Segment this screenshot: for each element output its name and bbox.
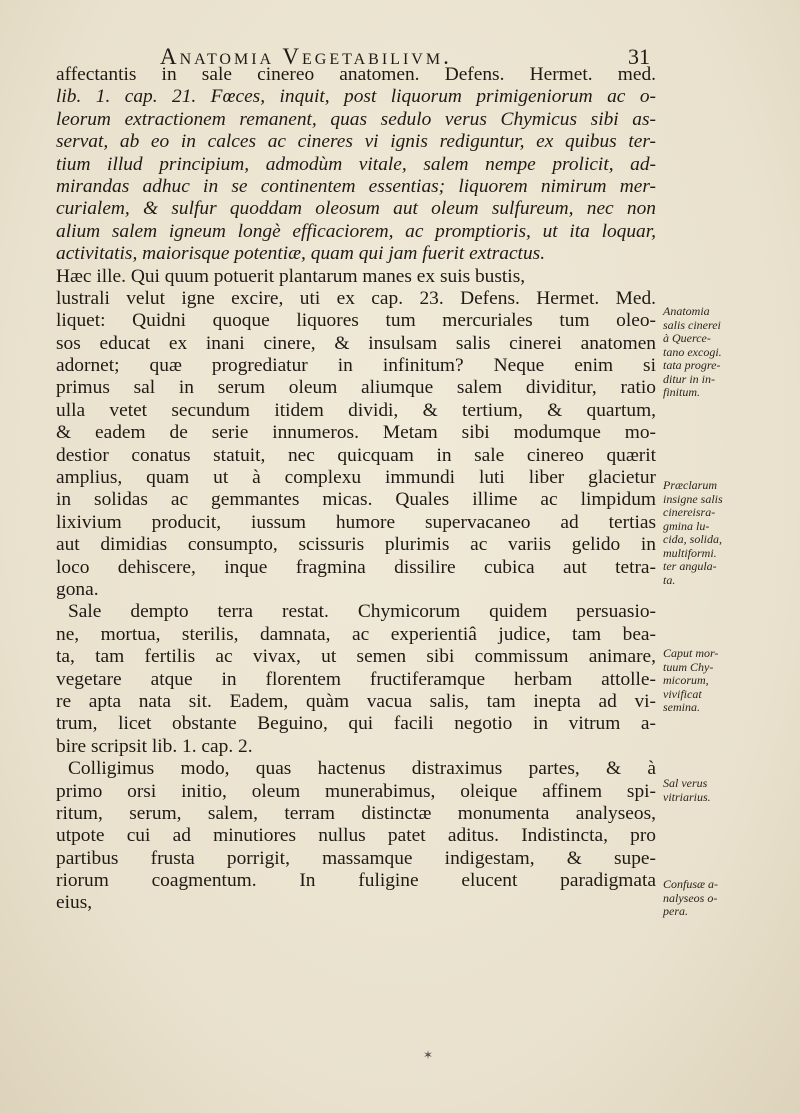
text-line: lib. 1. cap. 21. Fœces, inquit, post liquorum primigeniorum ac o- bbox=[56, 86, 656, 108]
text-line: ta, tam fertilis ac vivax, ut semen sibi commissum animare, bbox=[56, 646, 656, 668]
margin-note-line: multiformi. bbox=[663, 545, 717, 560]
margin-note-line: Sal verus bbox=[663, 776, 708, 790]
text-line: vegetare atque in florentem fructiferamque herbam attolle- bbox=[56, 668, 656, 690]
text-line: lixivium producit, iussum humore supervacaneo ad tertias bbox=[56, 511, 656, 533]
margin-note-line: Caput mor- bbox=[663, 646, 719, 660]
margin-note-line: tano excogi. bbox=[663, 344, 722, 359]
text-line: riorum coagmentum. In fuligine elucent paradigmata bbox=[56, 870, 656, 892]
text-line: ne, mortua, sterilis, damnata, ac experientiâ judice, tam bea- bbox=[56, 623, 656, 645]
margin-note-line: à Querce- bbox=[663, 331, 711, 345]
header-title: Anatomia Vegetabilivm. bbox=[160, 44, 452, 69]
text-line: Hæc ille. Qui quum potuerit plantarum manes ex suis bustis, bbox=[56, 265, 526, 287]
margin-note-line: micorum, bbox=[663, 673, 709, 687]
main-text bbox=[56, 64, 656, 915]
margin-note-line: ta. bbox=[663, 572, 676, 587]
text-line: ritum, serum, salem, terram distinctæ monumenta analyseos, bbox=[56, 802, 656, 824]
margin-note bbox=[663, 479, 743, 587]
text-line: in solidas ac gemmantes micas. Quales illime ac limpidum bbox=[56, 489, 656, 511]
text-line: amplius, quam ut à complexu immundi luti liber glacietur bbox=[56, 467, 656, 489]
text-line: eius, bbox=[56, 892, 93, 914]
margin-note-line: cida, solida, bbox=[663, 532, 722, 546]
text-line: primo orsi initio, oleum munerabimus, oleique affinem spi- bbox=[56, 780, 656, 802]
text-line: loco dehiscere, inque fragmina dissilire cubica aut tetra- bbox=[56, 556, 656, 578]
margin-note-line: tata progre- bbox=[663, 358, 721, 372]
text-line: leorum extractionem remanent, quas sedulo verus Chymicus sibi as- bbox=[56, 108, 656, 130]
margin-note-line: pera. bbox=[663, 904, 688, 918]
margin-note-line: vivificat bbox=[663, 686, 702, 701]
margin-note-line: cinereisra- bbox=[663, 505, 716, 519]
margin-note-line: ditur in in- bbox=[663, 371, 716, 386]
margin-note bbox=[663, 647, 743, 715]
margin-note bbox=[663, 305, 743, 400]
text-line: alium salem igneum longè efficaciorem, ac promptioris, ut ita loquar, bbox=[56, 220, 656, 242]
margin-note-line: salis cinerei bbox=[663, 317, 721, 332]
margin-note-line: Præclarum bbox=[663, 478, 717, 492]
text-line: bire scripsit lib. 1. cap. 2. bbox=[56, 735, 253, 757]
text-line: gona. bbox=[56, 578, 99, 600]
margin-note bbox=[663, 878, 743, 919]
text-line: utpote cui ad minutiores nullus patet aditus. Indistincta, pro bbox=[56, 825, 656, 847]
margin-note-line: tuum Chy- bbox=[663, 659, 714, 674]
margin-note-line: gmina lu- bbox=[663, 518, 710, 533]
text-line: sos educat ex inani cinere, & insulsam salis cinerei anatomen bbox=[56, 332, 656, 354]
text-line: affectantis in sale cinereo anatomen. Defens. Hermet. med. bbox=[56, 64, 656, 85]
text-line: tium illud principium, admodùm vitale, salem nempe prolicit, ad- bbox=[56, 153, 656, 175]
text-line: primus sal in serum oleum aliumque salem dividitur, ratio bbox=[56, 377, 656, 399]
margin-note-line: finitum. bbox=[663, 385, 701, 399]
margin-note-line: ter angula- bbox=[663, 559, 717, 573]
text-line: & eadem de serie innumeros. Metam sibi modumque mo- bbox=[56, 422, 656, 444]
margin-note bbox=[663, 777, 743, 804]
margin-note-line: nalyseos o- bbox=[663, 890, 718, 905]
text-line: lustrali velut igne excire, uti ex cap. 23. Defens. Hermet. Med. bbox=[56, 287, 656, 309]
margin-note-line: Anatomia bbox=[663, 304, 710, 318]
text-line: servat, ab eo in calces ac cineres vi ignis rediguntur, ex quibus ter- bbox=[56, 131, 656, 153]
page-number: 31 bbox=[628, 44, 650, 69]
text-line: adornet; quæ progrediatur in infinitum? Neque enim si bbox=[56, 355, 656, 377]
text-line: Colligimus modo, quas hactenus distraximus partes, & à bbox=[68, 758, 656, 780]
text-line: ulla vetet secundum itidem dividi, & tertium, & quartum, bbox=[56, 399, 656, 421]
text-line: partibus frusta porrigit, massamque indigestam, & supe- bbox=[56, 847, 656, 869]
text-line: liquet: Quidni quoque liquores tum mercuriales tum oleo- bbox=[56, 310, 656, 332]
text-line: trum, licet obstante Beguino, qui facili negotio in vitrum a- bbox=[56, 713, 656, 735]
text-line: aut dimidias consumpto, scissuris plurimis ac variis gelido in bbox=[56, 534, 656, 556]
text-line: mirandas adhuc in se continentem essentias; liquorem nimirum mer- bbox=[56, 175, 656, 197]
text-line: Sale dempto terra restat. Chymicorum quidem persuasio- bbox=[68, 601, 656, 623]
margin-note-line: insigne salis bbox=[663, 491, 723, 506]
signature-mark: ✶ bbox=[423, 1048, 434, 1062]
text-line: re apta nata sit. Eadem, quàm vacua salis, tam inepta ad vi- bbox=[56, 690, 656, 712]
text-line: destior conatus statuit, nec quicquam in sale cinereo quærit bbox=[56, 444, 656, 466]
margin-note-line: semina. bbox=[663, 700, 700, 714]
margin-note-line: vitriarius. bbox=[663, 789, 711, 804]
margin-note-line: Confusæ a- bbox=[663, 877, 719, 891]
text-line: curialem, & sulfur quoddam oleosum aut oleum sulfureum, nec non bbox=[56, 198, 656, 220]
text-line: activitatis, maiorisque potentiæ, quam qui jam fuerit extractus. bbox=[56, 243, 546, 265]
